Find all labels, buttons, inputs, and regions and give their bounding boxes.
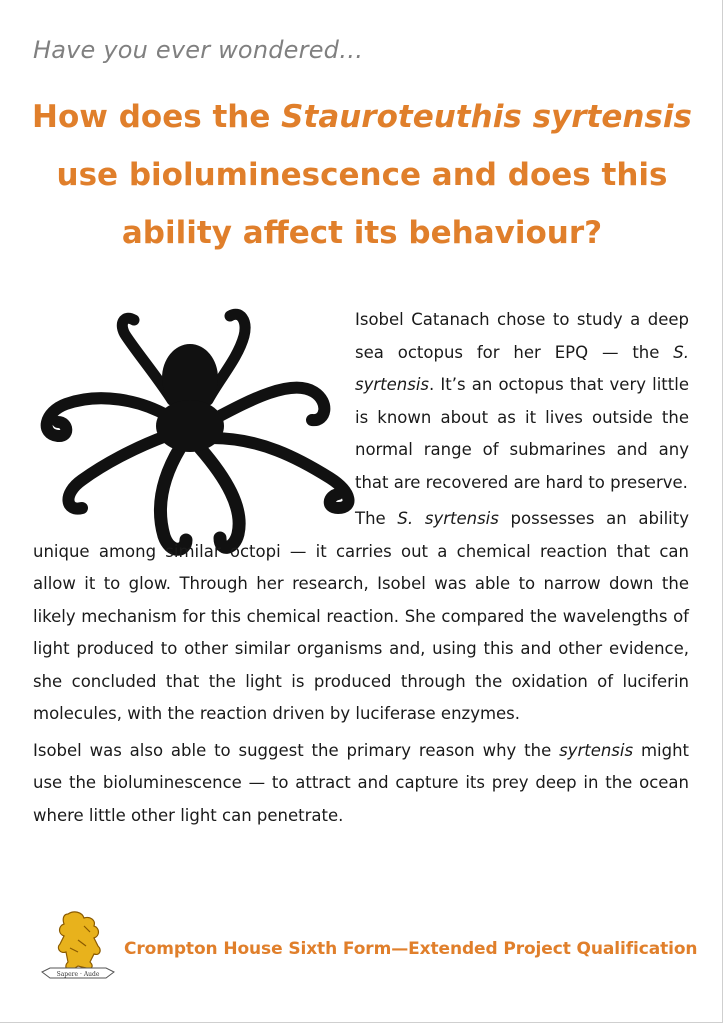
paragraph-3-species: syrtensis bbox=[559, 740, 634, 760]
footer-text: Crompton House Sixth Form—Extended Project Qualification bbox=[124, 939, 698, 959]
headline-line1-prefix: How does the bbox=[32, 99, 282, 135]
paragraph-2-species: S. syrtensis bbox=[397, 509, 499, 528]
headline-line2: use bioluminescence and does this bbox=[56, 157, 668, 193]
paragraph-3-text-a: Isobel was also able to suggest the primary reason why the bbox=[33, 740, 560, 760]
kicker-text: Have you ever wondered… bbox=[33, 36, 364, 64]
paragraph-1-text-a: Isobel Catanach chose to study a deep sea octopus for her EPQ — the bbox=[355, 310, 689, 362]
headline-species-name: Stauroteuthis syrtensis bbox=[281, 99, 692, 135]
paragraph-3 bbox=[33, 735, 689, 833]
headline bbox=[20, 88, 704, 262]
paragraph-1-species: S. syrtensis bbox=[355, 342, 689, 394]
illustration-float-space bbox=[33, 304, 355, 531]
headline-line3: ability affect its behaviour? bbox=[121, 215, 603, 251]
paragraph-2-text-b: possesses an ability unique among similar octopi — it carries out a chemical reaction that can allow it to glow. Through her research, Isobel was able to narrow down the likely mechanism for this chemical reaction. She compared the wavelengths of light produced to other similar organisms and, using this and other evidence, she concluded that the light is produced through the oxidation of luciferin molecules, with the reaction driven by luciferase enzymes. bbox=[33, 509, 689, 723]
paragraph-1-text-b: . It’s an octopus that very little is known about as it lives outside the normal range of submarines and any that are recovered are hard to preserve. bbox=[355, 375, 689, 492]
paragraph-2 bbox=[33, 503, 689, 731]
paragraph-3-text-b: might use the bioluminescence — to attract and capture its prey deep in the ocean where little other light can penetrate. bbox=[33, 740, 689, 825]
svg-text:Sapere · Aude: Sapere · Aude bbox=[56, 971, 100, 978]
article-body bbox=[33, 304, 689, 836]
paragraph-2-text-a: The bbox=[355, 509, 398, 528]
school-crest-lion-icon bbox=[38, 906, 118, 986]
